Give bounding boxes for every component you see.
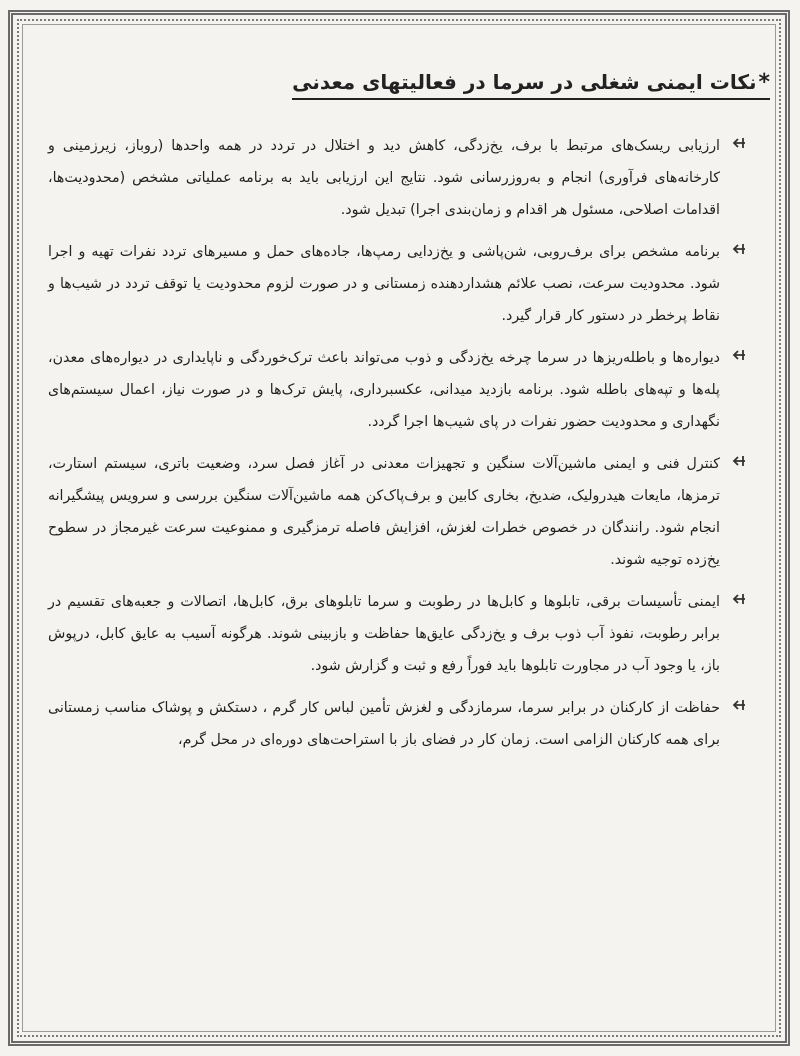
- list-item: [48, 236, 720, 332]
- list-item: [48, 342, 720, 438]
- item-text: حفاظت از کارکنان در برابر سرما، سرمازدگی و لغزش تأمین لباس کار گرم ، دستکش و پوشاک مناسب زمستانی برای همه کارکنان الزامی است. زمان کار در فضای باز با استراحت‌های دوره‌ای در محل گرم،: [48, 700, 720, 748]
- list-item: [48, 130, 720, 226]
- arrow-bullet-icon: [732, 592, 746, 606]
- list-item: [48, 448, 720, 576]
- item-text: دیواره‌ها و باطله‌ریزها در سرما چرخه یخ‌زدگی و ذوب می‌تواند باعث ترک‌خوردگی و ناپایداری در دیواره‌های معدن، پله‌ها و تپه‌های باطله شود. برنامه بازدید میدانی، عکسبرداری، پایش ترک‌ها و در صورت نیاز، اعمال سیستم‌های نگهداری و محدودیت حضور نفرات در پای شیب‌ها اجرا گردد.: [48, 350, 720, 430]
- title-text: نکات ایمنی شغلی در سرما در فعالیتهای معدنی: [292, 70, 757, 94]
- item-text: ایمنی تأسیسات برقی، تابلوها و کابل‌ها در رطوبت و سرما تابلوهای برق، کابل‌ها، اتصالات و جعبه‌های تقسیم در برابر رطوبت، نفوذ آب ذوب برف و یخ‌زدگی عایق‌ها حفاظت و بازبینی شوند. هرگونه آسیب به عایق کابل، درپوش باز، یا وجود آب در مجاورت تابلوها باید فوراً رفع و ثبت و گزارش شود.: [48, 594, 720, 674]
- document-body: [48, 70, 770, 766]
- arrow-bullet-icon: [732, 242, 746, 256]
- arrow-bullet-icon: [732, 136, 746, 150]
- item-text: ارزیابی ریسک‌های مرتبط با برف، یخ‌زدگی، کاهش دید و اختلال در تردد در همه واحدها (روباز، زیرزمینی و کارخانه‌های فرآوری) انجام و به‌روزرسانی شود. نتایج این ارزیابی باید به برنامه عملیاتی مشخص (محدودیت‌ها، اقدامات اصلاحی، مسئول هر اقدام و زمان‌بندی اجرا) تبدیل شود.: [48, 138, 720, 218]
- page-title: [292, 70, 770, 100]
- list-item: [48, 586, 720, 682]
- arrow-bullet-icon: [732, 348, 746, 362]
- arrow-bullet-icon: [732, 454, 746, 468]
- bullet-list: [48, 130, 720, 756]
- title-row: [48, 70, 770, 100]
- item-text: کنترل فنی و ایمنی ماشین‌آلات سنگین و تجهیزات معدنی در آغاز فصل سرد، وضعیت باتری، سیستم استارت، ترمزها، مایعات هیدرولیک، ضدیخ، بخاری کابین و برف‌پاک‌کن همه ماشین‌آلات سنگین بررسی و سرویس پیشگیرانه انجام شود. رانندگان در خصوص خطرات لغزش، افزایش فاصله ترمزگیری و ممنوعیت سرعت غیرمجاز در سطوح یخ‌زده توجیه شوند.: [48, 456, 720, 568]
- item-text: برنامه مشخص برای برف‌روبی، شن‌پاشی و یخ‌زدایی رمپ‌ها، جاده‌های حمل و مسیرهای تردد نفرات تهیه و اجرا شود. محدودیت سرعت، نصب علائم هشداردهنده زمستانی و در صورت لزوم محدودیت یا توقف تردد در شیب‌ها و نقاط پرخطر در دستور کار قرار گیرد.: [48, 244, 720, 324]
- title-star: *: [758, 70, 770, 95]
- arrow-bullet-icon: [732, 698, 746, 712]
- list-item: [48, 692, 720, 756]
